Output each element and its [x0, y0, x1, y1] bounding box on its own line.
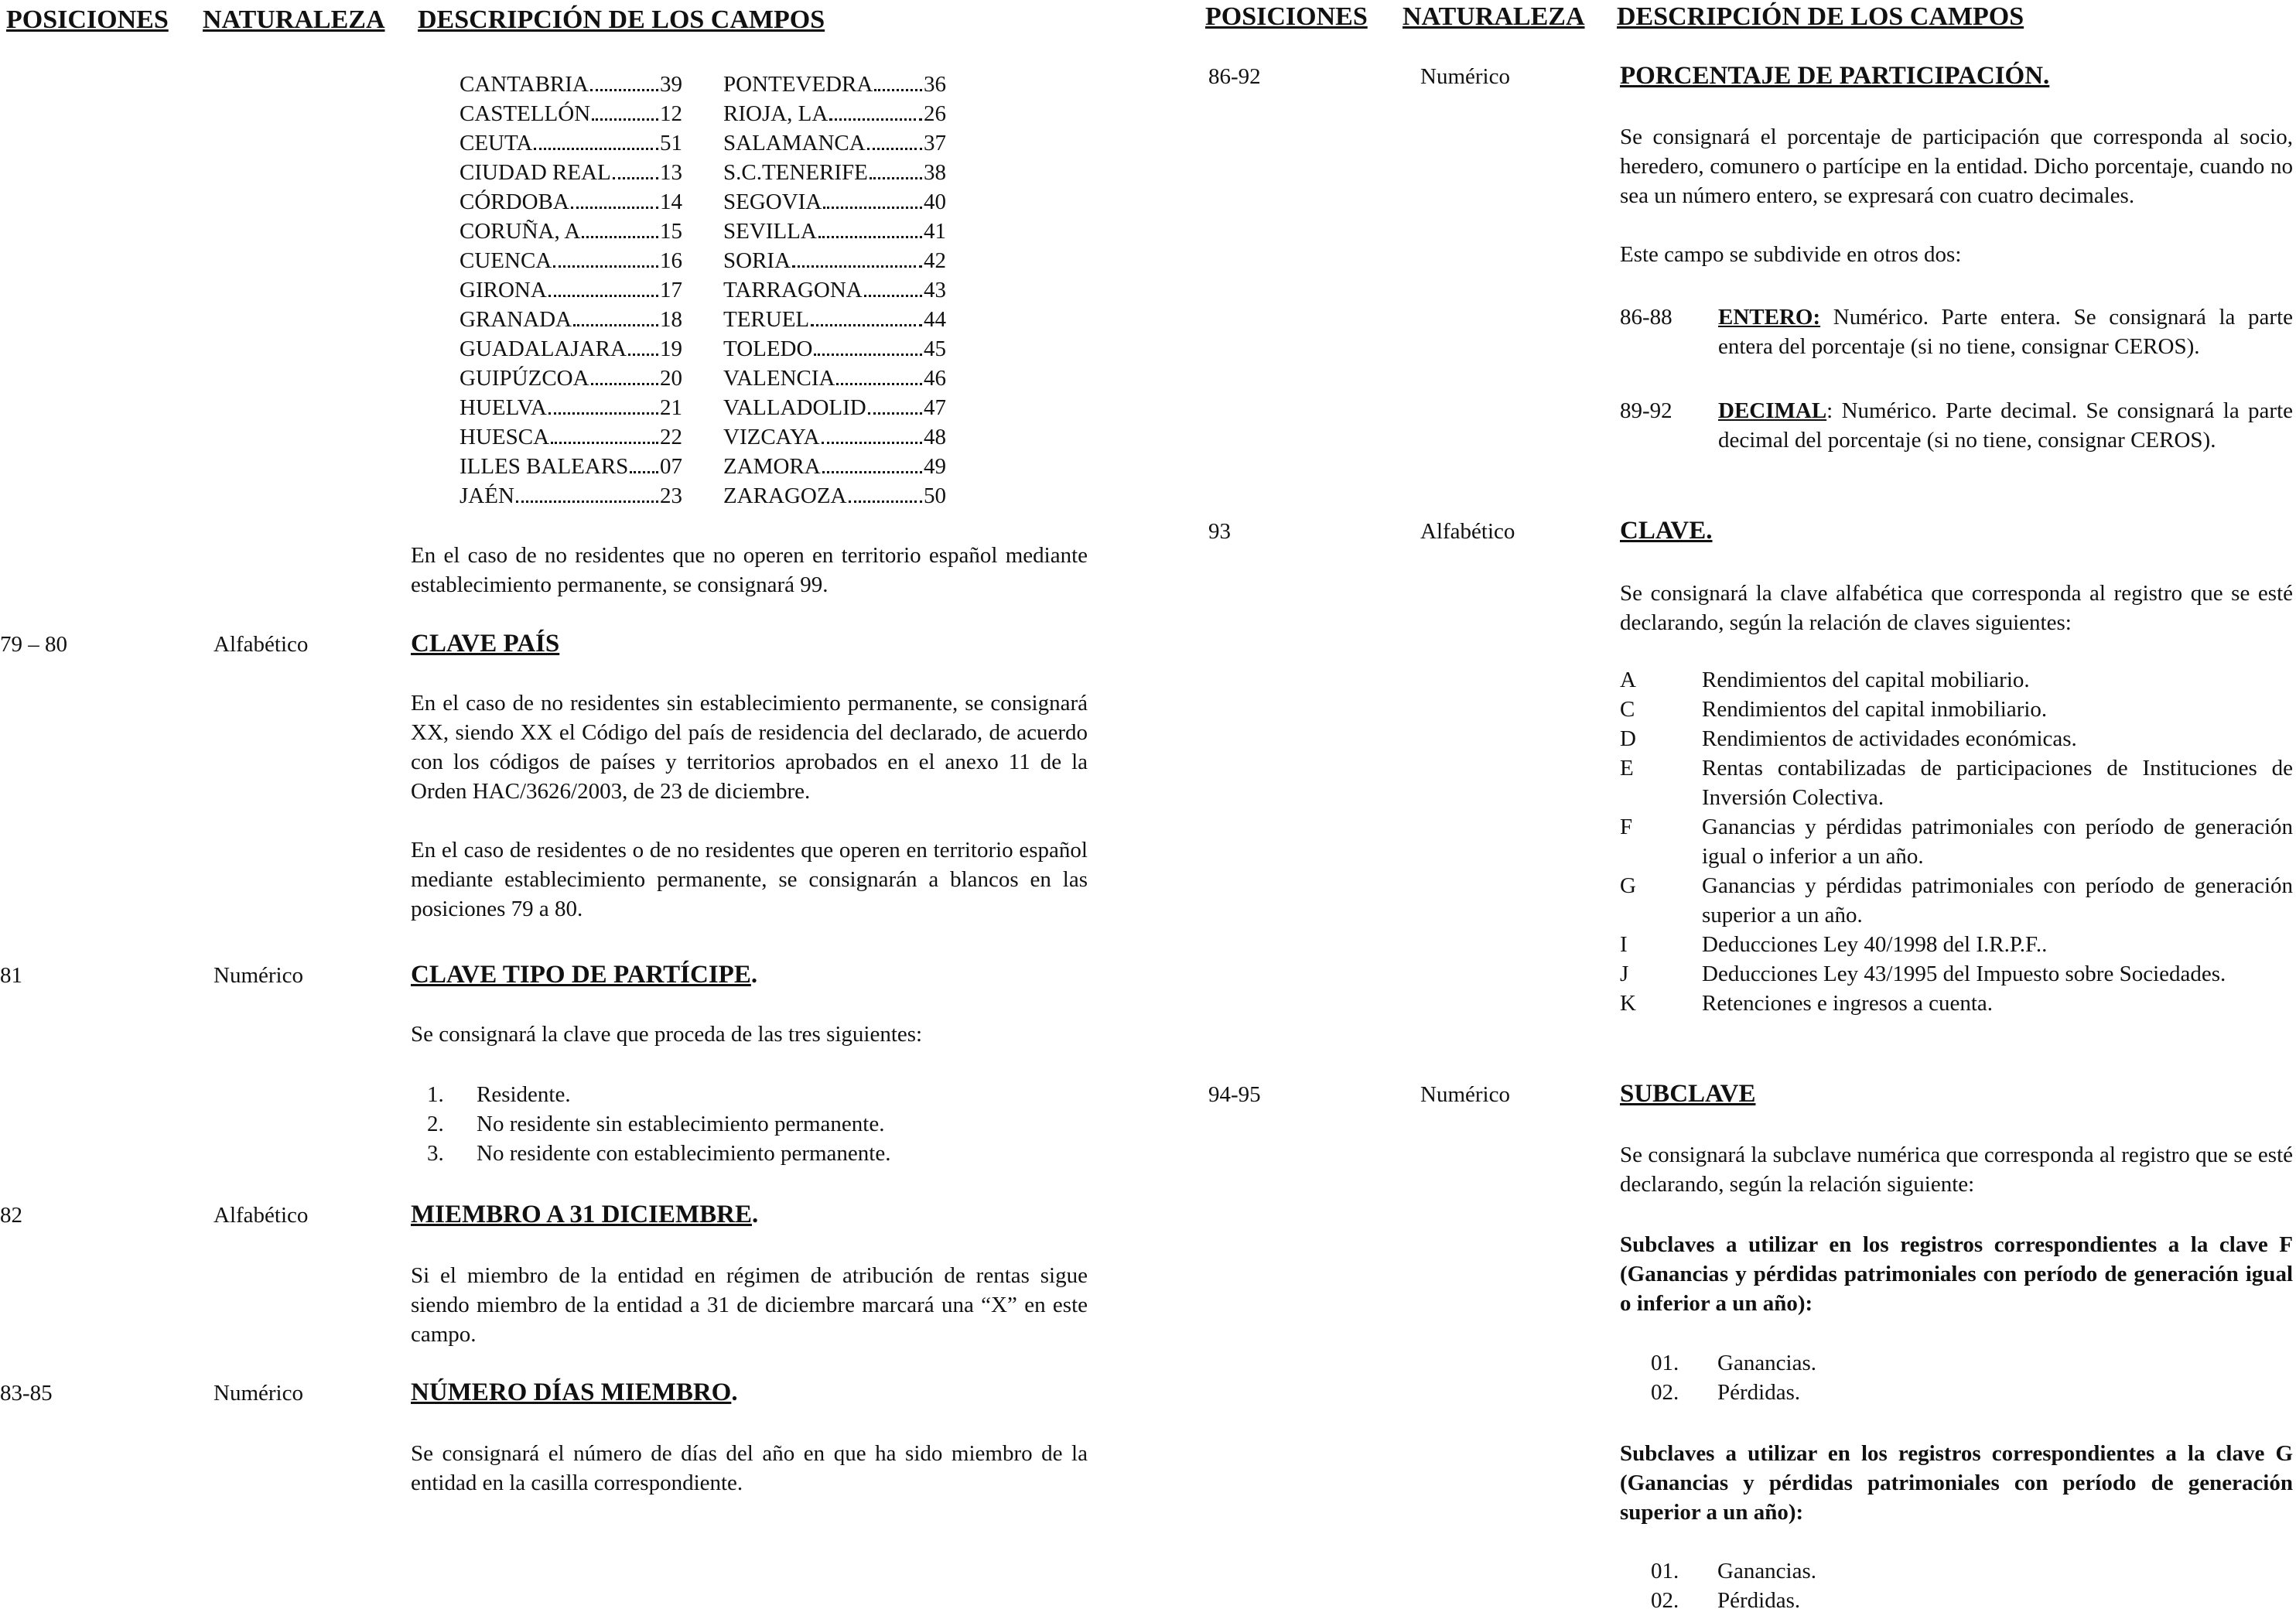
dot-leader: [551, 442, 658, 444]
province-code: 43: [924, 278, 946, 302]
clave-participe-intro: Se consignará la clave que proceda de las tres siguientes:: [411, 1022, 923, 1047]
province-code: 13: [660, 160, 682, 185]
province-code: 07: [660, 454, 682, 479]
province-code: 37: [924, 131, 946, 155]
province-name: ZAMORA: [723, 454, 821, 479]
clave-item: [1620, 812, 2293, 871]
field-position: 94-95: [1208, 1082, 1261, 1107]
clave-intro: Se consignará la clave alfabética que corresponda al registro que se esté declarando, según la relación de claves siguientes:: [1620, 581, 2293, 635]
clave-item: [1620, 871, 2293, 930]
province-name: SEVILLA: [723, 219, 817, 244]
clave-item: [1620, 989, 2293, 1018]
participe-item-key: 2.: [427, 1112, 444, 1136]
province-row: [460, 481, 682, 511]
field-position: 82: [0, 1203, 22, 1228]
porcentaje-paragraph-1: Se consignará el porcentaje de participación que corresponda al socio, heredero, comunero o partícipe en la entidad. Dicho porcentaje, cuando no sea un número entero, se expresará con cuatro decimales.: [1620, 125, 2293, 208]
participe-item-text: No residente con establecimiento permanente.: [477, 1141, 891, 1166]
dot-leader: [811, 324, 922, 326]
dot-leader: [822, 442, 922, 444]
header-positions-left: POSICIONES: [6, 5, 169, 34]
province-row: [460, 393, 682, 422]
dot-leader: [823, 207, 922, 209]
clave-item-key: J: [1620, 962, 1629, 986]
clave-item-key: D: [1620, 726, 1636, 751]
subfield-decimal: DECIMAL: Numérico. Parte decimal. Se consignará la parte decimal del porcentaje (si no tiene, consignar CEROS).: [1718, 398, 2293, 453]
province-name: PONTEVEDRA: [723, 72, 873, 97]
province-row: [723, 393, 946, 422]
clave-item-text: Rendimientos del capital mobiliario.: [1702, 668, 2030, 692]
dias-text: Se consignará el número de días del año en que ha sido miembro de la entidad en la casilla correspondiente.: [411, 1441, 1088, 1495]
subclave-intro: Se consignará la subclave numérica que corresponda al registro que se esté declarando, según la relación siguiente:: [1620, 1143, 2293, 1197]
province-row: [460, 187, 682, 217]
province-name: GUADALAJARA: [460, 336, 627, 361]
province-code: 38: [924, 160, 946, 185]
clave-item: [1620, 724, 2293, 753]
clave-pais-paragraph-2: En el caso de residentes o de no residentes que operen en territorio español mediante establecimiento permanente, se consignarán a blancos en las posiciones 79 a 80.: [411, 838, 1088, 921]
dot-leader: [836, 383, 922, 385]
dot-leader: [868, 412, 922, 415]
dot-leader: [630, 471, 658, 473]
province-code: 21: [660, 395, 682, 420]
dot-leader: [818, 236, 922, 238]
province-row: [460, 99, 682, 128]
province-row: [460, 217, 682, 246]
province-code: 20: [660, 366, 682, 391]
province-row: [723, 422, 946, 452]
field-position: 86-92: [1208, 64, 1261, 89]
header-nature-left: NATURALEZA: [203, 5, 385, 34]
dot-leader: [867, 148, 922, 150]
province-row: [460, 334, 682, 364]
field-nature: Numérico: [1420, 64, 1510, 89]
province-name: GRANADA: [460, 307, 572, 332]
province-row: [460, 305, 682, 334]
field-title-miembro: MIEMBRO A 31 DICIEMBRE.: [411, 1201, 759, 1228]
participe-item-text: Residente.: [477, 1082, 571, 1107]
province-row: [460, 452, 682, 481]
field-nature: Alfabético: [214, 632, 309, 657]
subclave-f-item-text: Ganancias.: [1717, 1351, 1817, 1375]
province-row: [723, 481, 946, 511]
province-code: 22: [660, 425, 682, 449]
dot-leader: [573, 324, 658, 326]
participe-item-key: 3.: [427, 1141, 444, 1166]
province-code: 51: [660, 131, 682, 155]
province-name: SALAMANCA: [723, 131, 866, 155]
province-code: 39: [660, 72, 682, 97]
dot-leader: [829, 118, 922, 121]
subclave-g-item-key: 02.: [1651, 1588, 1679, 1609]
field-nature: Alfabético: [1420, 519, 1515, 544]
province-row: [460, 246, 682, 275]
subclave-f-item-key: 01.: [1651, 1351, 1679, 1375]
province-code: 45: [924, 336, 946, 361]
province-code: 49: [924, 454, 946, 479]
subclave-f-heading: Subclaves a utilizar en los registros correspondientes a la clave F (Ganancias y pérdidas patrimoniales con período de generación igual o inferior a un año):: [1620, 1232, 2293, 1316]
dot-leader: [553, 265, 658, 268]
dot-leader: [590, 89, 658, 91]
province-name: CANTABRIA: [460, 72, 589, 97]
province-name: GIRONA: [460, 278, 547, 302]
subfield-position: 89-92: [1620, 398, 1672, 423]
clave-item-text: Ganancias y pérdidas patrimoniales con período de generación igual o inferior a un año.: [1702, 815, 2293, 869]
province-row: [723, 275, 946, 305]
province-name: HUESCA: [460, 425, 550, 449]
clave-item-key: F: [1620, 815, 1633, 839]
dot-leader: [864, 295, 922, 297]
province-row: [723, 158, 946, 187]
dot-leader: [534, 148, 658, 150]
province-code: 36: [924, 72, 946, 97]
clave-item-text: Deducciones Ley 43/1995 del Impuesto sobre Sociedades.: [1702, 962, 2226, 986]
dot-leader: [591, 383, 658, 385]
province-name: TARRAGONA: [723, 278, 863, 302]
clave-item-key: E: [1620, 756, 1634, 781]
dot-leader: [628, 354, 658, 356]
subfield-position: 86-88: [1620, 305, 1672, 330]
province-name: TERUEL: [723, 307, 810, 332]
field-title-clave: CLAVE.: [1620, 517, 1713, 545]
participe-item-text: No residente sin establecimiento permanente.: [477, 1112, 885, 1136]
field-title-dias: NÚMERO DÍAS MIEMBRO.: [411, 1378, 738, 1406]
field-title-subclave: SUBCLAVE: [1620, 1080, 1756, 1108]
header-nature-right: NATURALEZA: [1403, 2, 1585, 31]
subclave-g-item: [1651, 1586, 2192, 1609]
province-name: VALENCIA: [723, 366, 835, 391]
subclave-g-heading: Subclaves a utilizar en los registros correspondientes a la clave G (Ganancias y pérdidas patrimoniales con período de generación superior a un año):: [1620, 1441, 2293, 1525]
header-description-left: DESCRIPCIÓN DE LOS CAMPOS: [418, 5, 825, 34]
field-position: 81: [0, 963, 22, 988]
subclave-g-item-text: Ganancias.: [1717, 1559, 1817, 1583]
province-name: CIUDAD REAL: [460, 160, 611, 185]
province-code: 47: [924, 395, 946, 420]
province-code: 14: [660, 190, 682, 214]
field-nature: Numérico: [1420, 1082, 1510, 1107]
province-name: CORUÑA, A: [460, 219, 581, 244]
clave-item: [1620, 695, 2293, 724]
clave-item-key: A: [1620, 668, 1636, 692]
subclave-f-item-key: 02.: [1651, 1380, 1679, 1405]
province-code: 46: [924, 366, 946, 391]
dot-leader: [548, 295, 658, 297]
province-name: CEUTA: [460, 131, 533, 155]
province-row: [460, 70, 682, 99]
participe-item: [427, 1080, 1046, 1109]
province-name: ZARAGOZA: [723, 483, 847, 508]
clave-item-key: I: [1620, 932, 1628, 957]
participe-item: [427, 1109, 1046, 1139]
dot-leader: [814, 354, 922, 356]
province-name: S.C.TENERIFE: [723, 160, 868, 185]
province-code: 19: [660, 336, 682, 361]
province-name: HUELVA: [460, 395, 547, 420]
dot-leader: [792, 265, 922, 268]
province-row: [460, 422, 682, 452]
participe-item: [427, 1139, 1046, 1168]
field-position: 79 – 80: [0, 632, 67, 657]
field-nature: Numérico: [214, 963, 303, 988]
province-row: [723, 70, 946, 99]
clave-item-key: G: [1620, 873, 1636, 898]
province-row: [723, 246, 946, 275]
dot-leader: [613, 177, 658, 179]
field-position: 83-85: [0, 1381, 53, 1406]
clave-item: [1620, 959, 2293, 989]
province-row: [723, 99, 946, 128]
province-row: [723, 187, 946, 217]
subclave-f-item: [1651, 1348, 2192, 1378]
province-row: [723, 364, 946, 393]
subclave-g-item-key: 01.: [1651, 1559, 1679, 1583]
dot-leader: [582, 236, 658, 238]
province-row: [460, 364, 682, 393]
field-position: 93: [1208, 519, 1231, 544]
dot-leader: [592, 118, 658, 121]
province-code: 17: [660, 278, 682, 302]
dot-leader: [548, 412, 658, 415]
clave-item: [1620, 930, 2293, 959]
province-code: 18: [660, 307, 682, 332]
field-title-porcentaje: PORCENTAJE DE PARTICIPACIÓN.: [1620, 62, 2050, 90]
field-title-clave-pais: CLAVE PAÍS: [411, 630, 560, 658]
clave-item-text: Retenciones e ingresos a cuenta.: [1702, 991, 1994, 1016]
clave-item: [1620, 753, 2293, 812]
province-row: [460, 158, 682, 187]
subclave-f-item: [1651, 1378, 2192, 1407]
clave-item-text: Ganancias y pérdidas patrimoniales con período de generación superior a un año.: [1702, 873, 2293, 927]
participe-item-key: 1.: [427, 1082, 444, 1107]
province-row: [723, 305, 946, 334]
province-code: 48: [924, 425, 946, 449]
clave-item-text: Rendimientos del capital inmobiliario.: [1702, 697, 2048, 722]
province-name: RIOJA, LA: [723, 101, 829, 126]
clave-item-key: C: [1620, 697, 1635, 722]
province-name: VIZCAYA: [723, 425, 820, 449]
province-name: CASTELLÓN: [460, 101, 591, 126]
field-title-clave-participe: CLAVE TIPO DE PARTÍCIPE.: [411, 961, 758, 989]
province-row: [723, 217, 946, 246]
province-row: [460, 128, 682, 158]
province-code: 50: [924, 483, 946, 508]
province-code: 23: [660, 483, 682, 508]
province-name: CÓRDOBA: [460, 190, 569, 214]
province-code: 42: [924, 248, 946, 273]
field-nature: Numérico: [214, 1381, 303, 1406]
subclave-f-item-text: Pérdidas.: [1717, 1380, 1801, 1405]
miembro-text: Si el miembro de la entidad en régimen de atribución de rentas sigue siendo miembro de la entidad a 31 de diciembre marcará una “X” en este campo.: [411, 1263, 1088, 1347]
province-name: SORIA: [723, 248, 791, 273]
dot-leader: [822, 471, 922, 473]
province-name: JAÉN: [460, 483, 514, 508]
province-row: [460, 275, 682, 305]
province-code: 44: [924, 307, 946, 332]
dot-leader: [870, 177, 922, 179]
subfield-entero: ENTERO: Numérico. Parte entera. Se consignará la parte entera del porcentaje (si no tiene, consignar CEROS).: [1718, 305, 2293, 359]
province-code: 26: [924, 101, 946, 126]
header-positions-right: POSICIONES: [1205, 2, 1368, 31]
province-row: [723, 334, 946, 364]
province-name: VALLADOLID: [723, 395, 866, 420]
clave-item: [1620, 665, 2293, 695]
province-name: SEGOVIA: [723, 190, 822, 214]
province-name: ILLES BALEARS: [460, 454, 629, 479]
header-description-right: DESCRIPCIÓN DE LOS CAMPOS: [1617, 2, 2024, 31]
province-code: 12: [660, 101, 682, 126]
dot-leader: [849, 500, 923, 503]
province-name: GUIPÚZCOA: [460, 366, 589, 391]
province-code: 16: [660, 248, 682, 273]
dot-leader: [571, 207, 658, 209]
clave-item-text: Rentas contabilizadas de participaciones de Instituciones de Inversión Colectiva.: [1702, 756, 2293, 810]
dot-leader: [874, 89, 922, 91]
clave-item-key: K: [1620, 991, 1636, 1016]
non-resident-note: En el caso de no residentes que no operen en territorio español mediante establecimiento permanente, se consignará 99.: [411, 543, 1088, 597]
subclave-g-item-text: Pérdidas.: [1717, 1588, 1801, 1609]
clave-item-text: Rendimientos de actividades económicas.: [1702, 726, 2077, 751]
field-nature: Alfabético: [214, 1203, 309, 1228]
clave-pais-paragraph-1: En el caso de no residentes sin establecimiento permanente, se consignará XX, siendo XX el Código del país de residencia del declarado, de acuerdo con los códigos de países y territorios aprobados en el anexo 11 de la Orden HAC/3626/2003, de 23 de diciembre.: [411, 691, 1088, 804]
province-code: 15: [660, 219, 682, 244]
province-row: [723, 452, 946, 481]
dot-leader: [516, 500, 658, 503]
subclave-g-item: [1651, 1556, 2192, 1586]
province-name: TOLEDO: [723, 336, 813, 361]
clave-item-text: Deducciones Ley 40/1998 del I.R.P.F..: [1702, 932, 2048, 957]
province-row: [723, 128, 946, 158]
province-code: 41: [924, 219, 946, 244]
province-name: CUENCA: [460, 248, 552, 273]
province-code: 40: [924, 190, 946, 214]
porcentaje-paragraph-2: Este campo se subdivide en otros dos:: [1620, 242, 1962, 267]
